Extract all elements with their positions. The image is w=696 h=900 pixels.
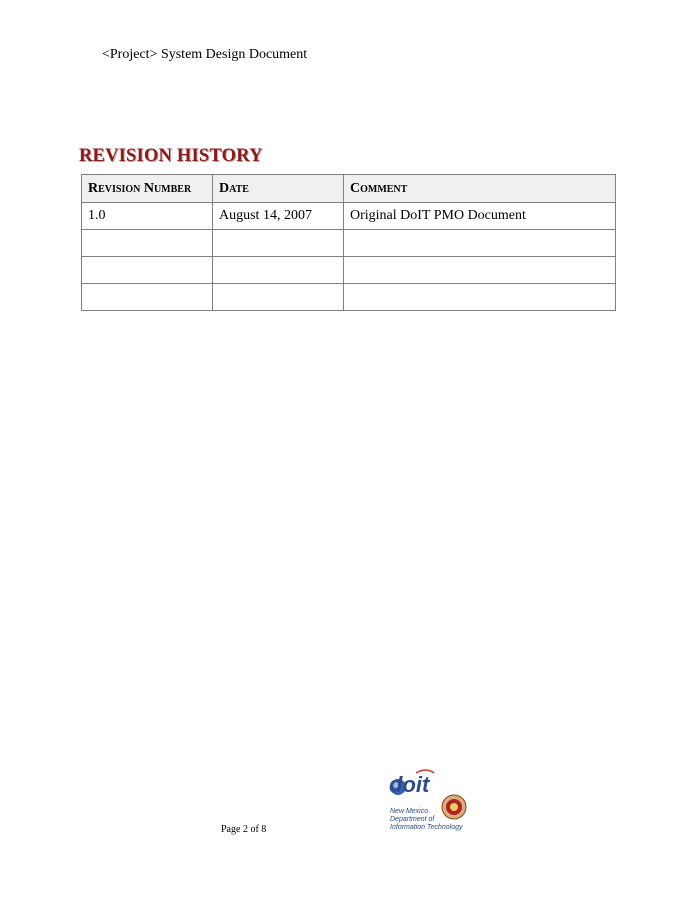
- cell-date: [213, 284, 344, 311]
- logo-line: New Mexico: [390, 808, 429, 815]
- logo-line: Information Technology: [390, 824, 463, 831]
- header-revision-number: Revision Number: [82, 175, 213, 203]
- table-header-row: [82, 175, 616, 203]
- cell-revision-number: 1.0: [82, 203, 213, 230]
- page-number: Page 2 of 8: [221, 824, 267, 835]
- cell-revision-number: [82, 230, 213, 257]
- cell-comment: [344, 257, 616, 284]
- cell-date: [213, 257, 344, 284]
- section-title: REVISION HISTORY: [79, 146, 263, 166]
- revision-history-table: [81, 174, 616, 311]
- header-date: Date: [213, 175, 344, 203]
- running-header: <Project> System Design Document: [102, 47, 308, 62]
- table-row: [82, 284, 616, 311]
- logo-caption: [390, 808, 463, 832]
- logo-wordmark: doit: [389, 772, 430, 797]
- logo-line: Department of: [390, 816, 435, 823]
- cell-date: [213, 230, 344, 257]
- cell-revision-number: [82, 257, 213, 284]
- table-row: [82, 230, 616, 257]
- cell-comment: Original DoIT PMO Document: [344, 203, 616, 230]
- table-row: [82, 257, 616, 284]
- cell-comment: [344, 230, 616, 257]
- header-comment: Comment: [344, 175, 616, 203]
- table-row: [82, 203, 616, 230]
- cell-comment: [344, 284, 616, 311]
- cell-revision-number: [82, 284, 213, 311]
- cell-date: August 14, 2007: [213, 203, 344, 230]
